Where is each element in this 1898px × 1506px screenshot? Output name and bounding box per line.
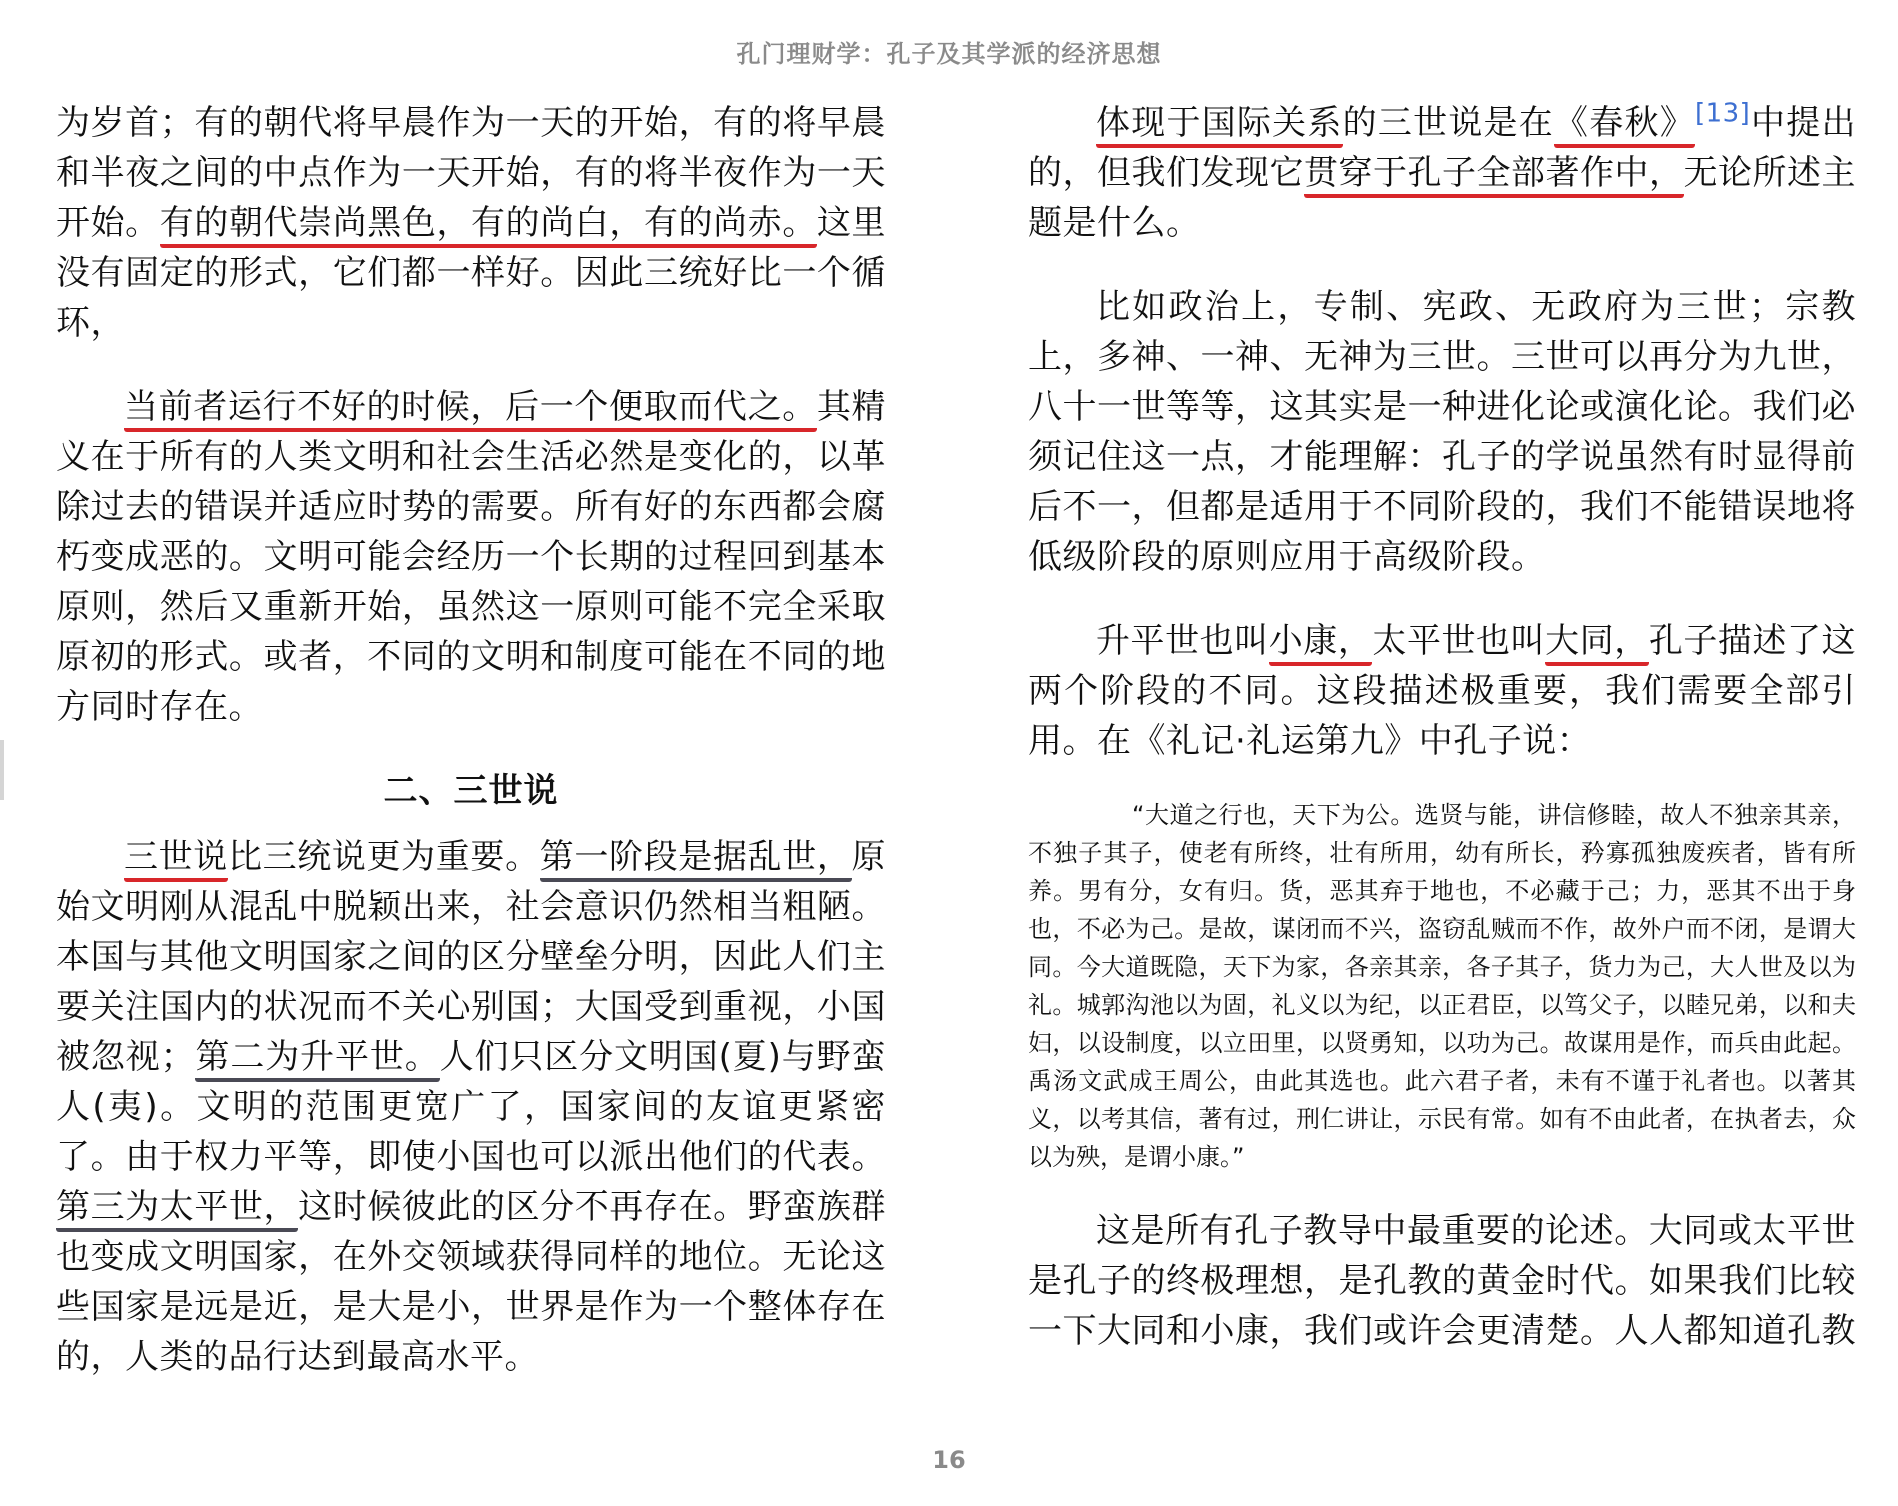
left-paragraph-2 bbox=[56, 382, 886, 732]
red-underlined-phrase: 贯穿于孔子全部著作中， bbox=[1304, 153, 1684, 198]
paragraph-gap bbox=[1028, 766, 1856, 796]
footnote-reference-link[interactable]: [13] bbox=[1694, 98, 1751, 129]
page-number: 16 bbox=[932, 1446, 966, 1474]
right-paragraph-3 bbox=[1028, 616, 1856, 766]
left-column bbox=[56, 98, 886, 1382]
right-paragraph-2: 比如政治上，专制、宪政、无政府为三世；宗教上，多神、一神、无神为三世。三世可以再分为九世，八十一世等等，这其实是一种进化论或演化论。我们必须记住这一点，才能理解：孔子的学说虽然有时显得前后不一，但都是适用于不同阶段的，我们不能错误地将低级阶段的原则应用于高级阶段。 bbox=[1028, 287, 1856, 577]
section-heading: 二、三世说 bbox=[383, 771, 559, 811]
right-column bbox=[1028, 98, 1856, 1356]
paragraph-gap bbox=[1028, 582, 1856, 616]
red-underlined-phrase: 三世说 bbox=[124, 837, 228, 882]
red-underlined-phrase: 体现于国际关系 bbox=[1096, 103, 1343, 148]
red-underlined-phrase: 小康， bbox=[1269, 621, 1373, 666]
text-run: 这里没有固定的形式，它们都一样好。因此三统好比一个循环， bbox=[56, 203, 887, 343]
text-run: 人们只区分文明国(夏)与野蛮人(夷)。文明的范围更宽广了，国家间的友谊更紧密了。由于权力平等，即使小国也可以派出他们的代表。 bbox=[56, 1037, 887, 1177]
paragraph-gap bbox=[1028, 1176, 1856, 1206]
right-paragraph-4: 这是所有孔子教导中最重要的论述。大同或太平世是孔子的终极理想，是孔教的黄金时代。如果我们比较一下大同和小康，我们或许会更清楚。人人都知道孔教 bbox=[1028, 1211, 1856, 1351]
red-underlined-phrase: 《春秋》 bbox=[1554, 103, 1695, 148]
paragraph-gap bbox=[1028, 248, 1856, 282]
left-paragraph-3 bbox=[56, 832, 886, 1382]
text-run: 比三统说更为重要。 bbox=[227, 837, 540, 877]
text-run: 无论所述主题是什么。 bbox=[1028, 153, 1856, 243]
text-run: 中提出的，但我们发现它 bbox=[1028, 103, 1857, 193]
red-underlined-phrase: 当前者运行不好的时候，后一个便取而代之。 bbox=[124, 387, 817, 432]
gray-underlined-phrase: 第一阶段是据乱世， bbox=[540, 837, 852, 882]
text-run: 孔子描述了这两个阶段的不同。这段描述极重要，我们需要全部引用。在《礼记·礼运第九》中孔子说： bbox=[1028, 621, 1857, 761]
book-title-header: 孔门理财学：孔子及其学派的经济思想 bbox=[736, 40, 1162, 68]
page-edge-mark bbox=[0, 740, 4, 800]
paragraph-gap bbox=[56, 816, 886, 832]
text-run: 这时候彼此的区分不再存在。野蛮族群也变成文明国家，在外交领域获得同样的地位。无论这些国家是远是近，是大是小，世界是作为一个整体存在的，人类的品行达到最高水平。 bbox=[56, 1187, 886, 1377]
gray-underlined-phrase: 第三为太平世， bbox=[56, 1187, 298, 1232]
block-quote: “大道之行也，天下为公。选贤与能，讲信修睦，故人不独亲其亲，不独子其子，使老有所终，壮有所用，幼有所长，矜寡孤独废疾者，皆有所养。男有分，女有归。货，恶其弃于地也，不必藏于己；力，恶其不出于身也，不必为己。是故，谋闭而不兴，盗窃乱贼而不作，故外户而不闭，是谓大同。今大道既隐，天下为家，各亲其亲，各子其子，货力为己，大人世及以为礼。城郭沟池以为固，礼义以为纪，以正君臣，以笃父子，以睦兄弟，以和夫妇，以设制度，以立田里，以贤勇知，以功为己。故谋用是作，而兵由此起。禹汤文武成王周公，由此其选也。此六君子者，未有不谨于礼者也。以著其义，以考其信，著有过，刑仁讲让，示民有常。如有不由此者，在执者去，众以为殃，是谓小康。” bbox=[1028, 801, 1856, 1171]
text-run: 为岁首；有的朝代将早晨作为一天的开始，有的将早晨和半夜之间的中点作为一天开始，有的将半夜作为一天开始。 bbox=[56, 103, 886, 243]
red-underlined-phrase: 有的朝代崇尚黑色，有的尚白，有的尚赤。 bbox=[160, 203, 817, 248]
gray-underlined-phrase: 第二为升平世。 bbox=[195, 1037, 440, 1082]
paragraph-gap bbox=[56, 348, 886, 382]
right-paragraph-1 bbox=[1028, 98, 1856, 248]
red-underlined-phrase: 大同， bbox=[1545, 621, 1649, 666]
left-paragraph-1 bbox=[56, 98, 886, 348]
text-run: 其精义在于所有的人类文明和社会生活必然是变化的，以革除过去的错误并适应时势的需要。所有好的东西都会腐朽变成恶的。文明可能会经历一个长期的过程回到基本原则，然后又重新开始，虽然这一原则可能不完全采取原初的形式。或者，不同的文明和制度可能在不同的地方同时存在。 bbox=[56, 387, 887, 727]
text-run: 的三世说是在 bbox=[1342, 103, 1555, 143]
text-run: 原始文明刚从混乱中脱颖出来，社会意识仍然相当粗陋。本国与其他文明国家之间的区分壁垒分明，因此人们主要关注国内的状况而不关心别国；大国受到重视，小国被忽视； bbox=[56, 837, 887, 1077]
paragraph-gap bbox=[56, 732, 886, 766]
text-run: 升平世也叫 bbox=[1096, 621, 1269, 661]
text-run: 太平世也叫 bbox=[1372, 621, 1546, 661]
